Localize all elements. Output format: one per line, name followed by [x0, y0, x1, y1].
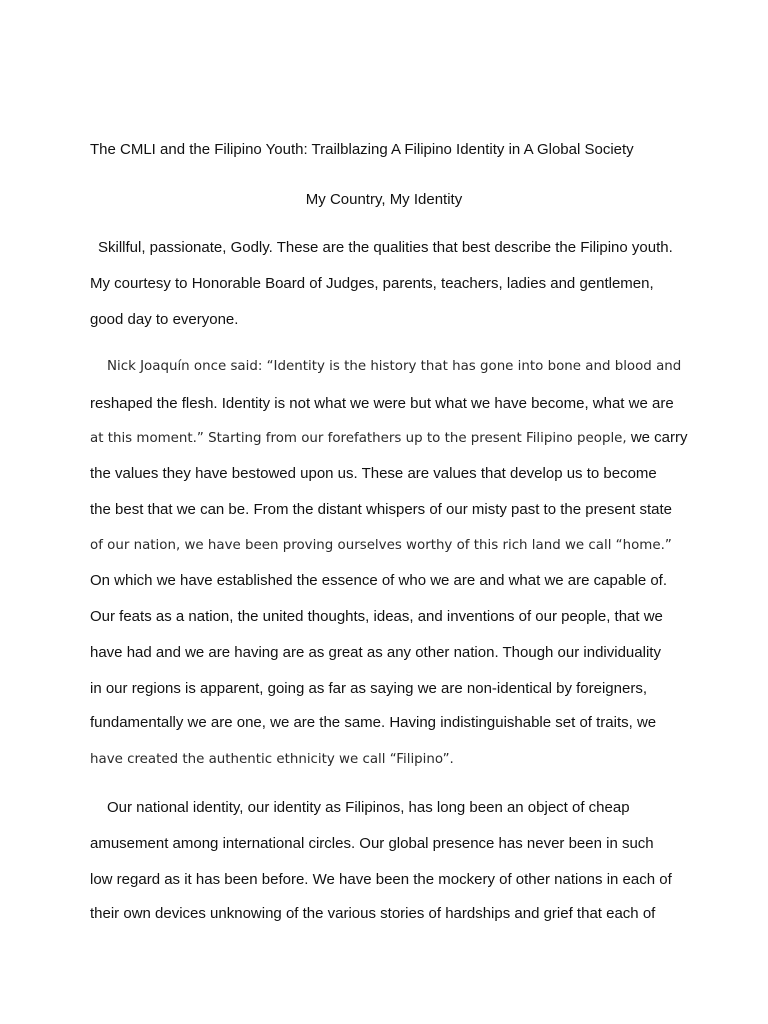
paragraph-2-line-2: reshaped the flesh. Identity is not what we were but what we have become, what we are: [90, 395, 674, 412]
paragraph-3-line-1: Our national identity, our identity as Filipinos, has long been an object of cheap: [107, 799, 630, 816]
paragraph-2-line-3-part-b: we carry: [626, 429, 688, 446]
paragraph-2-line-4: the values they have bestowed upon us. These are values that develop us to become: [90, 465, 657, 482]
paragraph-2-line-10: in our regions is apparent, going as far as saying we are non-identical by foreigners,: [90, 680, 647, 697]
paragraph-1-line-2: My courtesy to Honorable Board of Judges, parents, teachers, ladies and gentlemen,: [90, 275, 654, 292]
paragraph-2-line-7: On which we have established the essence of who we are and what we are capable of.: [90, 572, 668, 589]
paragraph-2-line-6: of our nation, we have been proving ourselves worthy of this rich land we call “home.”: [90, 538, 672, 553]
paragraph-1-line-1: Skillful, passionate, Godly. These are the qualities that best describe the Filipino youth.: [98, 239, 673, 256]
paragraph-2-line-12: have created the authentic ethnicity we call “Filipino”.: [90, 752, 454, 767]
paragraph-2-line-1: Nick Joaquín once said: “Identity is the history that has gone into bone and blood and: [107, 359, 682, 374]
paragraph-2-line-5: the best that we can be. From the distant whispers of our misty past to the present state: [90, 501, 672, 518]
paragraph-3-line-3: low regard as it has been before. We have been the mockery of other nations in each of: [90, 871, 672, 888]
paragraph-2-line-8: Our feats as a nation, the united thoughts, ideas, and inventions of our people, that we: [90, 608, 663, 625]
paragraph-3-line-4: their own devices unknowing of the various stories of hardships and grief that each of: [90, 905, 656, 922]
paragraph-2-line-3-part-a: at this moment.” Starting from our forefathers up to the present Filipino people,: [90, 431, 627, 446]
document-subtitle: My Country, My Identity: [305, 191, 463, 208]
paragraph-2-line-11: fundamentally we are one, we are the same. Having indistinguishable set of traits, we: [90, 714, 657, 731]
paragraph-3-line-2: amusement among international circles. Our global presence has never been in such: [90, 835, 654, 852]
paragraph-2-line-9: have had and we are having are as great as any other nation. Though our individuality: [90, 644, 661, 661]
paragraph-1-line-3: good day to everyone.: [90, 311, 239, 328]
document-title: The CMLI and the Filipino Youth: Trailblazing A Filipino Identity in A Global Society: [90, 141, 634, 158]
paragraph-2-line-3: [90, 429, 688, 448]
